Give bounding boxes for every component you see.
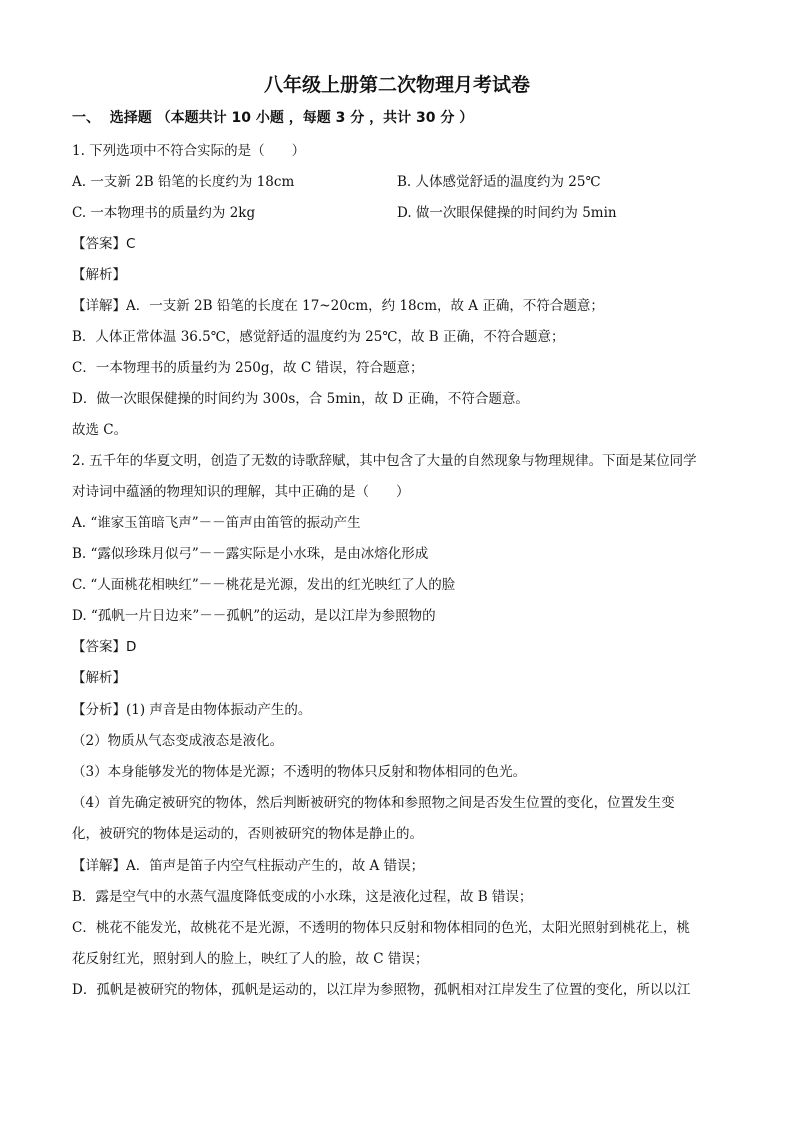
q2-option-c: C. “人面桃花相映红”－－桃花是光源，发出的红光映红了人的脸 [72, 577, 456, 593]
q2-stem-line: 2. 五千年的华夏文明，创造了无数的诗歌辞赋，其中包含了大量的自然现象与物理规律。下面是某位同学 [72, 453, 697, 469]
page-title: 八年级上册第二次物理月考试卷 [263, 74, 530, 96]
q2-detail-line: 【详解】A．笛声是笛子内空气柱振动产生的，故 A 错误； [72, 858, 425, 874]
q2-detail-line: D．孤帆是被研究的物体，孤帆是运动的，以江岸为参照物，孤帆相对江岸发生了位置的变化，所以以江 [72, 982, 691, 998]
q1-detail-line: B．人体正常体温 36.5℃，感觉舒适的温度约为 25℃，故 B 正确，不符合题意； [72, 329, 565, 345]
q2-detail-line: B．露是空气中的水蒸气温度降低变成的小水珠，这是液化过程，故 B 错误； [72, 889, 533, 905]
q2-answer: 【答案】D [72, 639, 137, 655]
q2-option-b: B. “露似珍珠月似弓”－－露实际是小水珠，是由冰熔化形成 [72, 546, 429, 562]
q2-analysis-label: 【解析】 [72, 670, 126, 686]
q1-answer: 【答案】C [72, 236, 136, 252]
q2-detail-line: 花反射红光，照射到人的脸上，映红了人的脸，故 C 错误； [72, 951, 429, 967]
q2-analysis-line: （4）首先确定被研究的物体，然后判断被研究的物体和参照物之间是否发生位置的变化，位置发生变 [72, 795, 675, 811]
q1-option-a: A. 一支新 2B 铅笔的长度约为 18cm [72, 174, 295, 190]
q2-option-d: D. “孤帆一片日边来”－－孤帆”的运动，是以江岸为参照物的 [72, 608, 436, 624]
section-heading: 一、 选择题 （本题共计 10 小题 ，每题 3 分 ，共计 30 分 ） [72, 110, 474, 126]
q1-option-b: B. 人体感觉舒适的温度约为 25℃ [397, 174, 601, 190]
q1-stem: 1. 下列选项中不符合实际的是（ ） [72, 143, 306, 159]
q1-conclusion: 故选 C。 [72, 422, 128, 438]
q1-detail-line: 【详解】A．一支新 2B 铅笔的长度在 17~20cm，约 18cm，故 A 正确，不符合题意； [72, 298, 604, 314]
q1-detail-line: C．一本物理书的质量约为 250g，故 C 错误，符合题意； [72, 360, 424, 376]
q2-analysis-line: （3）本身能够发光的物体是光源；不透明的物体只反射和物体相同的色光。 [72, 764, 527, 780]
q1-option-d: D. 做一次眼保健操的时间约为 5min [397, 205, 617, 221]
q2-option-a: A. “谁家玉笛暗飞声”－－笛声由笛管的振动产生 [72, 515, 361, 531]
q1-analysis-label: 【解析】 [72, 267, 126, 283]
q2-stem-line: 对诗词中蕴涵的物理知识的理解，其中正确的是（ ） [72, 484, 410, 500]
q2-detail-line: C．桃花不能发光，故桃花不是光源，不透明的物体只反射和物体相同的色光，太阳光照射到桃花上，桃 [72, 920, 690, 936]
q2-analysis-line: 化，被研究的物体是运动的，否则被研究的物体是静止的。 [72, 826, 423, 842]
q1-option-c: C. 一本物理书的质量约为 2kg [72, 205, 256, 221]
q2-analysis-line: 【分析】(1) 声音是由物体振动产生的。 [72, 702, 312, 718]
q1-detail-line: D．做一次眼保健操的时间约为 300s，合 5min，故 D 正确，不符合题意。 [72, 391, 529, 407]
q2-analysis-line: （2）物质从气态变成液态是液化。 [72, 733, 284, 749]
